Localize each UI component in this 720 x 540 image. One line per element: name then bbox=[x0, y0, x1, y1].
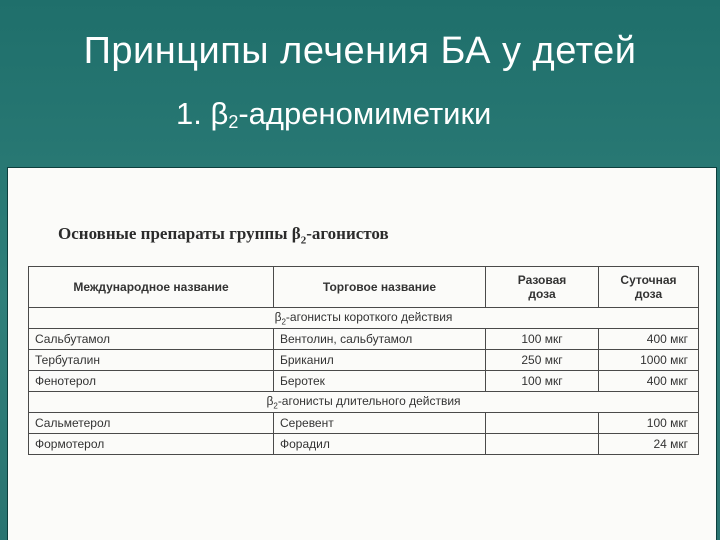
cell-single-dose bbox=[486, 434, 599, 455]
header-daily-dose bbox=[599, 267, 699, 308]
header-international-name: Международное название bbox=[29, 267, 274, 308]
cell-single-dose bbox=[486, 413, 599, 434]
group-label bbox=[29, 392, 699, 413]
table-row bbox=[29, 371, 699, 392]
group-label-prefix: β bbox=[274, 309, 282, 324]
cell-international-name: Сальметерол bbox=[29, 413, 274, 434]
table-row bbox=[29, 329, 699, 350]
group-row-long-acting bbox=[29, 392, 699, 413]
cell-daily-dose: 400 мкг bbox=[599, 329, 699, 350]
caption-prefix: Основные препараты группы β bbox=[58, 224, 301, 243]
cell-trade-name: Форадил bbox=[274, 434, 486, 455]
cell-international-name: Тербуталин bbox=[29, 350, 274, 371]
cell-daily-dose: 24 мкг bbox=[599, 434, 699, 455]
caption-suffix: -агонистов bbox=[306, 224, 389, 243]
subtitle-suffix: -адреномиметики bbox=[238, 96, 492, 131]
group-label-subscript: 2 bbox=[281, 317, 286, 327]
group-label-suffix: -агонисты длительного действия bbox=[277, 393, 461, 408]
cell-trade-name: Вентолин, сальбутамол bbox=[274, 329, 486, 350]
header-single-dose bbox=[486, 267, 599, 308]
group-label-suffix: -агонисты короткого действия bbox=[285, 309, 453, 324]
header-daily-dose-line1: Суточная bbox=[620, 273, 677, 287]
slide-title: Принципы лечения БА у детей bbox=[83, 30, 637, 72]
header-daily-dose-line2: доза bbox=[634, 287, 663, 301]
cell-single-dose: 100 мкг bbox=[486, 371, 599, 392]
table-header-row bbox=[29, 267, 699, 308]
cell-daily-dose: 100 мкг bbox=[599, 413, 699, 434]
subtitle-subscript: 2 bbox=[228, 112, 239, 132]
drugs-table bbox=[28, 266, 699, 455]
group-label-subscript: 2 bbox=[273, 401, 278, 411]
table-row bbox=[29, 434, 699, 455]
scanned-table-image bbox=[8, 168, 716, 540]
group-label bbox=[29, 308, 699, 329]
cell-trade-name: Беротек bbox=[274, 371, 486, 392]
table-row bbox=[29, 350, 699, 371]
table-caption bbox=[58, 224, 389, 246]
cell-daily-dose: 400 мкг bbox=[599, 371, 699, 392]
group-label-prefix: β bbox=[266, 393, 274, 408]
slide-subtitle bbox=[176, 96, 491, 133]
cell-trade-name: Бриканил bbox=[274, 350, 486, 371]
cell-single-dose: 100 мкг bbox=[486, 329, 599, 350]
cell-trade-name: Серевент bbox=[274, 413, 486, 434]
cell-daily-dose: 1000 мкг bbox=[599, 350, 699, 371]
cell-international-name: Фенотерол bbox=[29, 371, 274, 392]
cell-single-dose: 250 мкг bbox=[486, 350, 599, 371]
table-row bbox=[29, 413, 699, 434]
subtitle-prefix: 1. β bbox=[176, 96, 229, 131]
group-row-short-acting bbox=[29, 308, 699, 329]
header-single-dose-line2: доза bbox=[528, 287, 556, 301]
cell-international-name: Формотерол bbox=[29, 434, 274, 455]
header-trade-name: Торговое название bbox=[274, 267, 486, 308]
cell-international-name: Сальбутамол bbox=[29, 329, 274, 350]
caption-subscript: 2 bbox=[300, 234, 307, 247]
header-single-dose-line1: Разовая bbox=[517, 273, 567, 287]
